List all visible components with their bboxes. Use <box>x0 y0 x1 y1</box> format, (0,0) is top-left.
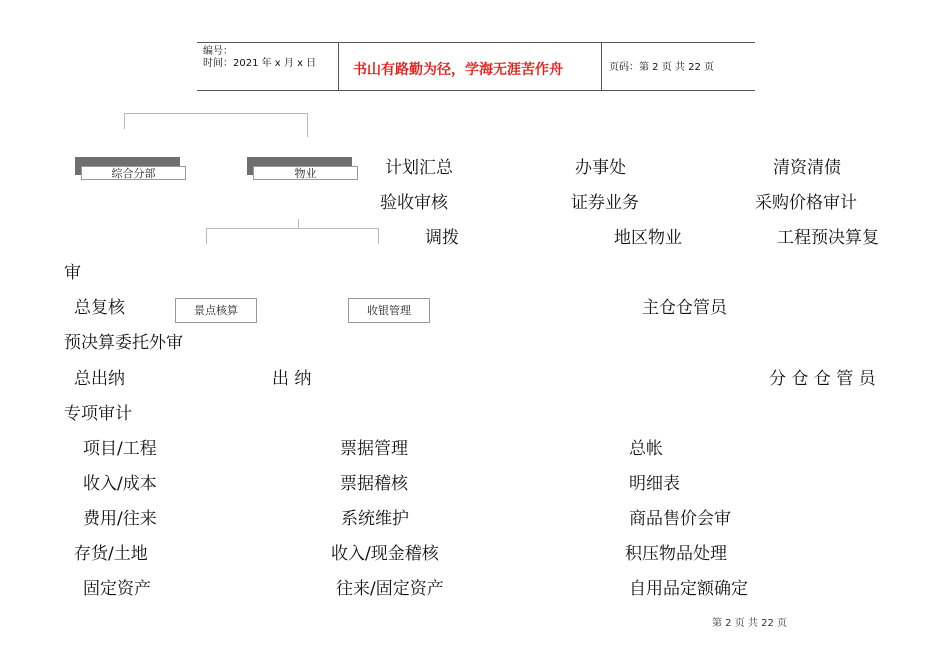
org-node-scenic: 景点核算 <box>175 298 257 323</box>
item-acceptance-audit: 验收审核 <box>380 193 448 213</box>
list-item: 票据稽核 <box>340 474 408 494</box>
header-divider <box>601 43 602 90</box>
list-item: 总帐 <box>629 439 663 459</box>
org-node-cashier: 收银管理 <box>348 298 430 323</box>
list-item: 收入/现金稽核 <box>331 544 439 564</box>
connector-line <box>206 228 207 244</box>
item-allocation: 调拨 <box>425 228 459 248</box>
page-footer: 第 2 页 共 22 页 <box>712 618 787 629</box>
item-external-audit: 预决算委托外审 <box>64 333 183 353</box>
item-project-budget-review: 工程预决算复 <box>777 228 879 248</box>
motto-text: 书山有路勤为径，学海无涯苦作舟 <box>353 62 563 78</box>
item-debt-clearing: 清资清债 <box>773 158 841 178</box>
item-securities: 证券业务 <box>571 193 639 213</box>
page-label: 页码：第 2 页 共 22 页 <box>609 62 714 73</box>
list-item: 自用品定额确定 <box>629 579 748 599</box>
list-item: 票据管理 <box>340 439 408 459</box>
item-special-audit: 专项审计 <box>64 404 132 424</box>
item-general-review: 总复核 <box>74 298 125 318</box>
header-divider <box>338 43 339 90</box>
connector-line <box>206 228 379 229</box>
number-label: 编号： <box>203 46 233 57</box>
list-item: 明细表 <box>629 474 680 494</box>
connector-line <box>307 113 308 137</box>
item-chief-cashier: 总出纳 <box>74 369 125 389</box>
item-main-warehouse: 主仓仓管员 <box>642 298 727 318</box>
item-review-wrap: 审 <box>64 263 81 283</box>
item-plan-summary: 计划汇总 <box>385 158 453 178</box>
item-branch-warehouse: 分 仓 仓 管 员 <box>769 369 876 389</box>
list-item: 往来/固定资产 <box>336 579 444 599</box>
list-item: 存货/土地 <box>74 544 148 564</box>
org-node-general: 综合分部 <box>81 166 186 180</box>
connector-line <box>378 228 379 244</box>
list-item: 收入/成本 <box>83 474 157 494</box>
list-item: 费用/往来 <box>83 509 157 529</box>
item-regional-property: 地区物业 <box>614 228 682 248</box>
list-item: 积压物品处理 <box>625 544 727 564</box>
list-item: 商品售价会审 <box>629 509 731 529</box>
item-office: 办事处 <box>575 158 626 178</box>
list-item: 系统维护 <box>341 509 409 529</box>
connector-line <box>298 219 299 228</box>
connector-line <box>124 113 125 129</box>
document-header <box>197 42 755 91</box>
list-item: 项目/工程 <box>83 439 157 459</box>
item-purchase-audit: 采购价格审计 <box>755 193 857 213</box>
connector-line <box>124 113 308 114</box>
list-item: 固定资产 <box>83 579 151 599</box>
time-label: 时间：2021 年 x 月 x 日 <box>203 58 317 69</box>
org-node-property: 物业 <box>253 166 358 180</box>
item-cashier: 出 纳 <box>272 369 312 389</box>
